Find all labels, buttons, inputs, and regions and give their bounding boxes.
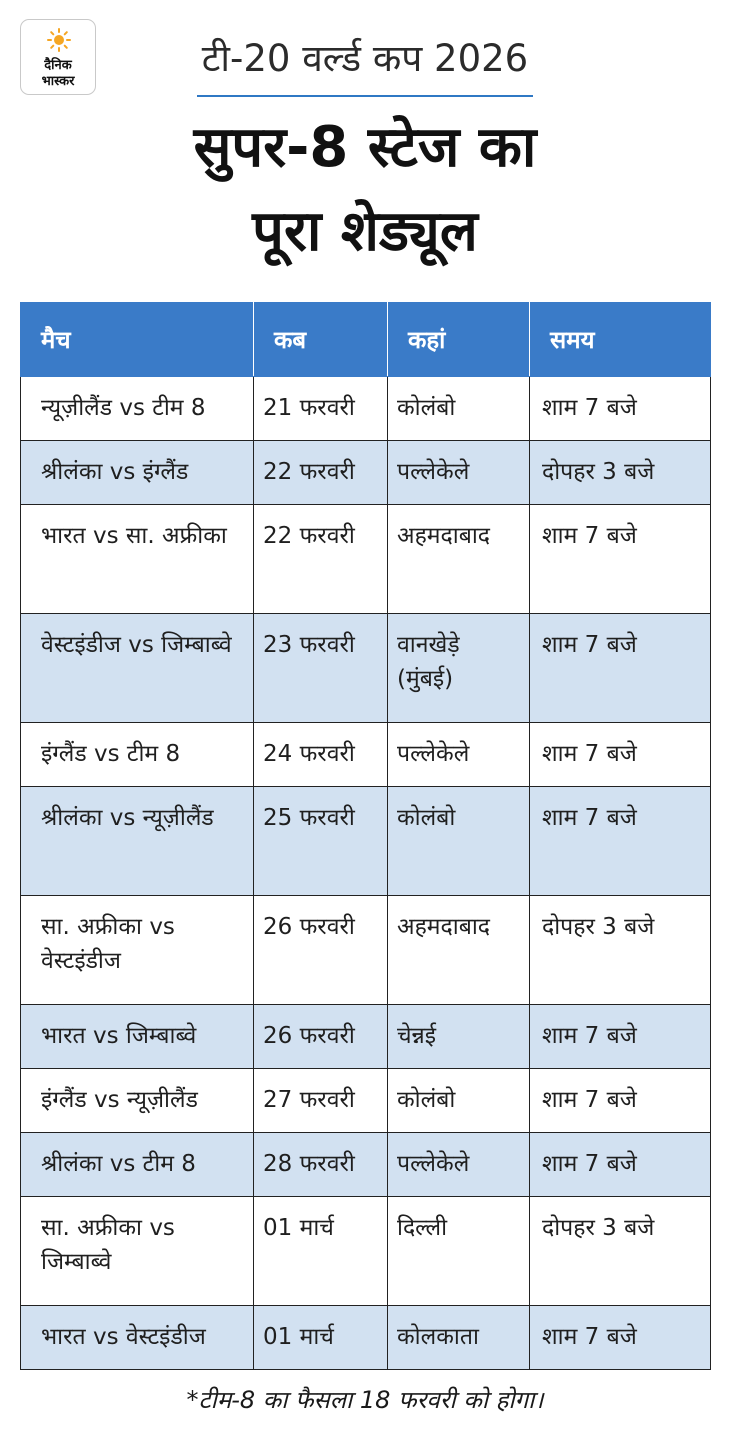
page-title-line2: पूरा शेड्यूल — [252, 199, 478, 264]
date-cell: 01 मार्च — [254, 1197, 388, 1306]
match-cell: इंग्लैंड vs टीम 8 — [21, 723, 254, 787]
match-cell: श्रीलंका vs न्यूज़ीलैंड — [21, 787, 254, 896]
time-cell: शाम 7 बजे — [530, 1005, 711, 1069]
page-subtitle: टी-20 वर्ल्ड कप 2026 — [201, 37, 529, 80]
time-cell: दोपहर 3 बजे — [530, 441, 711, 505]
venue-cell: कोलंबो — [388, 1069, 530, 1133]
venue-cell: कोलकाता — [388, 1306, 530, 1370]
title-divider — [197, 95, 533, 97]
match-cell: श्रीलंका vs टीम 8 — [21, 1133, 254, 1197]
venue-cell: कोलंबो — [388, 377, 530, 441]
sun-icon — [47, 28, 71, 52]
venue-cell: चेन्नई — [388, 1005, 530, 1069]
logo-text-line2: भास्कर — [41, 74, 75, 89]
date-cell: 22 फरवरी — [254, 441, 388, 505]
venue-cell: कोलंबो — [388, 787, 530, 896]
table-row — [21, 1306, 711, 1370]
column-header-date: कब — [254, 303, 388, 377]
time-cell: दोपहर 3 बजे — [530, 1197, 711, 1306]
venue-cell: दिल्ली — [388, 1197, 530, 1306]
date-cell: 26 फरवरी — [254, 896, 388, 1005]
venue-cell: पल्लेकेले — [388, 441, 530, 505]
table-row — [21, 723, 711, 787]
table-row — [21, 896, 711, 1005]
time-cell: शाम 7 बजे — [530, 787, 711, 896]
column-header-time: समय — [530, 303, 711, 377]
match-cell: भारत vs सा. अफ्रीका — [21, 505, 254, 614]
match-cell: इंग्लैंड vs न्यूज़ीलैंड — [21, 1069, 254, 1133]
table-header-row — [21, 303, 711, 377]
venue-cell: अहमदाबाद — [388, 505, 530, 614]
date-cell: 22 फरवरी — [254, 505, 388, 614]
time-cell: शाम 7 बजे — [530, 1306, 711, 1370]
match-cell: वेस्टइंडीज vs जिम्बाब्वे — [21, 614, 254, 723]
schedule-table — [20, 302, 711, 1370]
date-cell: 28 फरवरी — [254, 1133, 388, 1197]
table-row — [21, 1005, 711, 1069]
brand-logo — [20, 19, 96, 95]
venue-cell: अहमदाबाद — [388, 896, 530, 1005]
table-row — [21, 1197, 711, 1306]
page-title-line1: सुपर-8 स्टेज का — [193, 115, 537, 180]
date-cell: 23 फरवरी — [254, 614, 388, 723]
column-header-match: मैच — [21, 303, 254, 377]
table-row — [21, 787, 711, 896]
time-cell: शाम 7 बजे — [530, 505, 711, 614]
column-header-venue: कहां — [388, 303, 530, 377]
time-cell: दोपहर 3 बजे — [530, 896, 711, 1005]
date-cell: 26 फरवरी — [254, 1005, 388, 1069]
time-cell: शाम 7 बजे — [530, 1069, 711, 1133]
time-cell: शाम 7 बजे — [530, 723, 711, 787]
table-row — [21, 377, 711, 441]
date-cell: 24 फरवरी — [254, 723, 388, 787]
table-row — [21, 614, 711, 723]
venue-cell: पल्लेकेले — [388, 1133, 530, 1197]
date-cell: 01 मार्च — [254, 1306, 388, 1370]
time-cell: शाम 7 बजे — [530, 377, 711, 441]
match-cell: सा. अफ्रीका vs वेस्टइंडीज — [21, 896, 254, 1005]
venue-cell: पल्लेकेले — [388, 723, 530, 787]
date-cell: 21 फरवरी — [254, 377, 388, 441]
table-row — [21, 441, 711, 505]
time-cell: शाम 7 बजे — [530, 1133, 711, 1197]
match-cell: सा. अफ्रीका vs जिम्बाब्वे — [21, 1197, 254, 1306]
venue-cell: वानखेड़े (मुंबई) — [388, 614, 530, 723]
table-row — [21, 1069, 711, 1133]
match-cell: न्यूज़ीलैंड vs टीम 8 — [21, 377, 254, 441]
table-row — [21, 1133, 711, 1197]
match-cell: श्रीलंका vs इंग्लैंड — [21, 441, 254, 505]
date-cell: 27 फरवरी — [254, 1069, 388, 1133]
match-cell: भारत vs जिम्बाब्वे — [21, 1005, 254, 1069]
time-cell: शाम 7 बजे — [530, 614, 711, 723]
footnote: *टीम-8 का फैसला 18 फरवरी को होगा। — [186, 1386, 544, 1414]
table-row — [21, 505, 711, 614]
logo-text-line1: दैनिक — [44, 58, 72, 73]
match-cell: भारत vs वेस्टइंडीज — [21, 1306, 254, 1370]
date-cell: 25 फरवरी — [254, 787, 388, 896]
